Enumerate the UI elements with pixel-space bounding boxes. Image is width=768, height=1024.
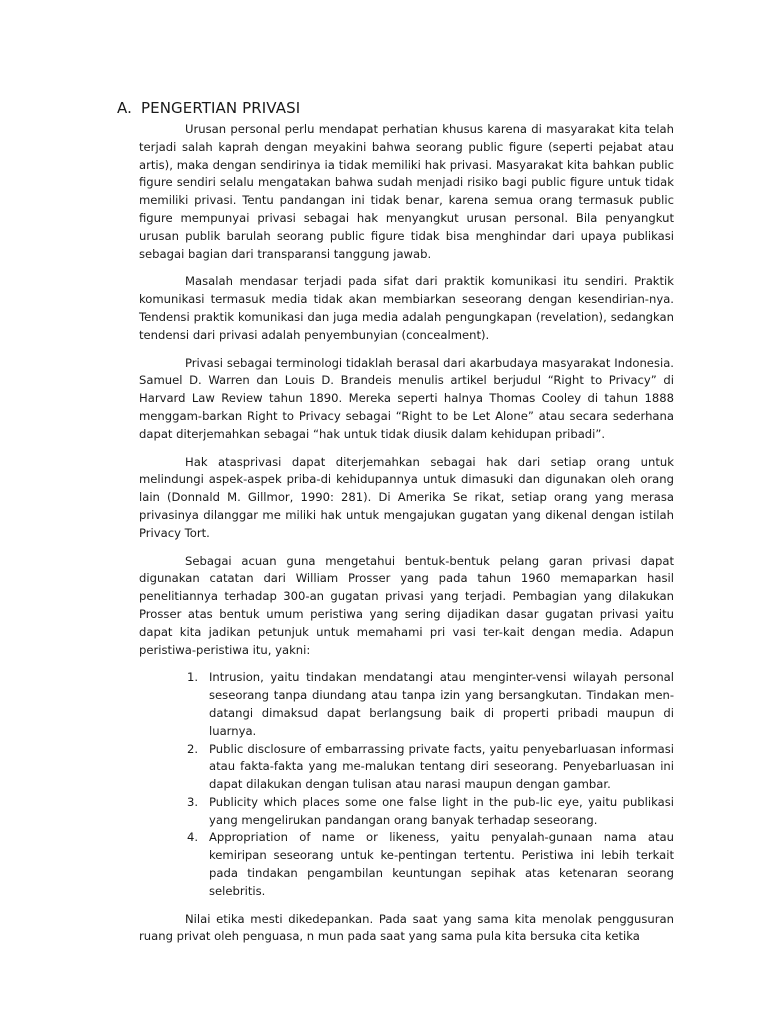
list-item-text: Public disclosure of embarrassing private facts, yaitu penyebarluasan informasi atau fakta-fakta yang me-malukan tentang diri seseorang. Penyebarluasan ini dapat dilakukan dengan tulisan atau narasi maupun dengan gambar. — [209, 741, 674, 792]
list-item-number: 4. — [187, 830, 199, 845]
paragraph-1: Urusan personal perlu mendapat perhatian khusus karena di masyarakat kita telah terjadi salah kaprah dengan meyakini bahwa seorang public figure (seperti pejabat atau artis), maka dengan sendirinya ia tidak memiliki hak privasi. Masyarakat kita bahkan public figure sendiri selalu mengatakan bahwa sudah menjadi risiko bagi public figure untuk tidak memiliki privasi. Tentu pandangan ini tidak benar, karena semua orang termasuk public figure mempunyai privasi sebagai hak menyangkut urusan personal. Bila penyangkut urusan publik barulah seorang public figure tidak bisa menghindar dari upaya publikasi sebagai bagian dari transparansi tanggung jawab. — [139, 122, 674, 261]
document-body — [139, 121, 674, 946]
list-item — [187, 669, 674, 740]
list-item — [187, 794, 674, 830]
paragraph-5: Sebagai acuan guna mengetahui bentuk-bentuk pelang garan privasi dapat digunakan catatan dari William Prosser yang pada tahun 1960 memaparkan hasil penelitiannya terhadap 300-an gugatan privasi yang terjadi. Pembagian yang dilakukan Prosser atas bentuk umum peristiwa yang sering dijadikan dasar gugatan privasi yaitu dapat kita jadikan petunjuk untuk memahami pri vasi ter-kait dengan media. Adapun peristiwa-peristiwa itu, yakni: — [139, 553, 674, 657]
section-heading — [117, 99, 300, 117]
list-item-number: 1. — [187, 670, 199, 685]
list-item-number: 3. — [187, 794, 199, 809]
list-item-text: Intrusion, yaitu tindakan mendatangi atau menginter-vensi wilayah personal seseorang tanpa diundang atau tanpa izin yang bersangkutan. Tindakan men-datangi dimaksud dapat berlangsung baik di properti pribadi maupun di luarnya. — [209, 670, 674, 738]
list-item-text: Appropriation of name or likeness, yaitu penyalah-gunaan nama atau kemiripan seseorang untuk ke-pentingan tertentu. Peristiwa ini lebih terkait pada tindakan pengambilan keuntungan sepihak atas ketenaran seorang selebritis. — [209, 830, 674, 898]
closing-paragraph: Nilai etika mesti dikedepankan. Pada saat yang sama kita menolak penggusuran ruang privat oleh penguasa, n mun pada saat yang sama pula kita bersuka cita ketika — [139, 911, 674, 944]
section-number: A. — [117, 99, 132, 118]
list-item — [187, 741, 674, 794]
list-item — [187, 829, 674, 900]
list-item-text: Publicity which places some one false light in the pub-lic eye, yaitu publikasi yang mengelirukan pandangan orang banyak terhadap seseorang. — [209, 794, 674, 827]
privacy-tort-list — [139, 669, 674, 900]
paragraph-2: Masalah mendasar terjadi pada sifat dari praktik komunikasi itu sendiri. Praktik komunikasi termasuk media tidak akan membiarkan seseorang dengan kesendirian-nya. Tendensi praktik komunikasi dan juga media adalah pengungkapan (revelation), sedangkan tendensi dari privasi adalah penyembunyian (concealment). — [139, 274, 674, 342]
paragraph-3: Privasi sebagai terminologi tidaklah berasal dari akarbudaya masyarakat Indonesia. Samuel D. Warren dan Louis D. Brandeis menulis artikel berjudul “Right to Privacy” di Harvard Law Review tahun 1890. Mereka seperti halnya Thomas Cooley di tahun 1888 menggam-barkan Right to Privacy sebagai “Right to be Let Alone” atau secara sederhana dapat diterjemahkan sebagai “hak untuk tidak diusik dalam kehidupan pribadi”. — [139, 355, 674, 441]
paragraph-4: Hak atasprivasi dapat diterjemahkan sebagai hak dari setiap orang untuk melindungi aspek-aspek priba-di kehidupannya untuk dimasuki dan digunakan oleh orang lain (Donnald M. Gillmor, 1990: 281). Di Amerika Se rikat, setiap orang yang merasa privasinya dilanggar me miliki hak untuk mengajukan gugatan yang dikenal dengan istilah Privacy Tort. — [139, 454, 674, 540]
section-title: PENGERTIAN PRIVASI — [141, 99, 301, 118]
list-item-number: 2. — [187, 741, 199, 756]
